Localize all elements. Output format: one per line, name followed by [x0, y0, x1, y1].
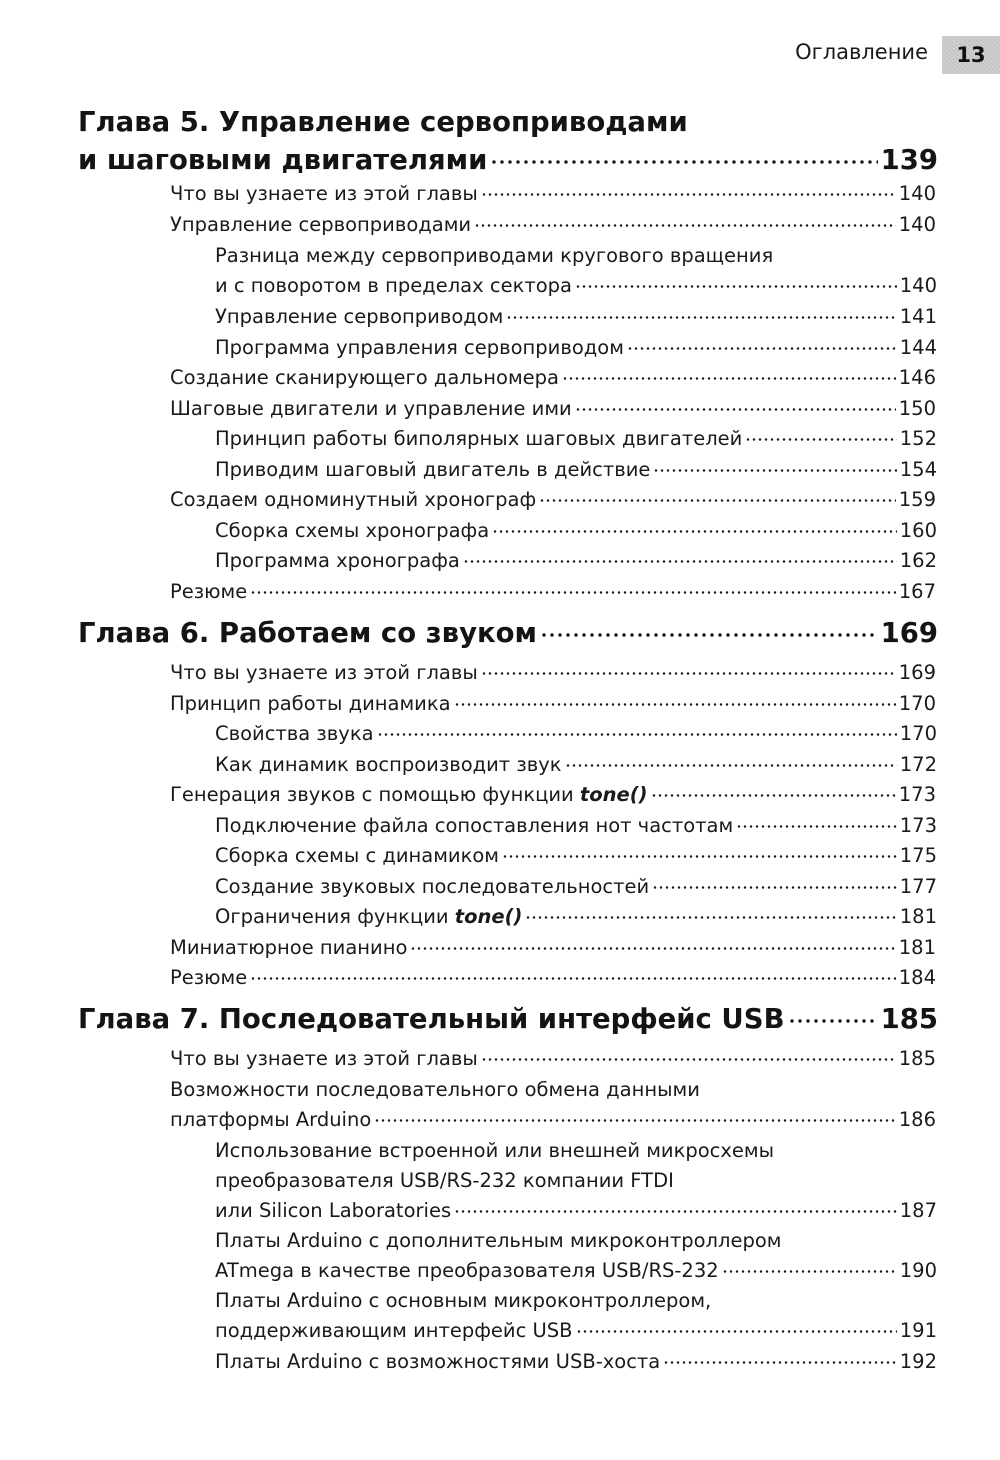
chapter-6-heading[interactable] — [78, 614, 938, 652]
page-number-tab — [942, 36, 1000, 74]
dot-leader — [575, 285, 897, 288]
entry-title: Создание звуковых последовательностей — [215, 875, 650, 898]
toc-subentry[interactable] — [215, 1135, 937, 1226]
entry-page: 144 — [899, 336, 937, 359]
chapter-7-heading[interactable] — [78, 1000, 938, 1038]
dot-leader — [377, 733, 897, 736]
entry-page: 192 — [899, 1350, 937, 1373]
entry-title: Что вы узнаете из этой главы — [170, 661, 478, 684]
dot-leader — [502, 855, 897, 858]
entry-page: 146 — [898, 366, 936, 389]
entry-title: платформы Arduino — [170, 1108, 372, 1131]
toc-entry[interactable] — [170, 688, 936, 719]
entry-title: Принцип работы биполярных шаговых двигателей — [215, 427, 743, 450]
entry-page: 172 — [899, 753, 937, 776]
entry-page: 140 — [898, 213, 936, 236]
dot-leader — [481, 672, 896, 675]
dot-leader — [651, 794, 896, 797]
toc-subentry[interactable] — [215, 454, 937, 485]
entry-page: 140 — [899, 274, 937, 297]
entry-title: Сборка схемы с динамиком — [215, 844, 500, 867]
toc-subentry[interactable] — [215, 240, 937, 301]
toc-subentry[interactable] — [215, 718, 937, 749]
entry-title-line2: преобразователя USB/RS-232 компании FTDI — [215, 1169, 674, 1192]
toc-entry[interactable] — [170, 576, 936, 607]
toc-subentry[interactable] — [215, 301, 937, 332]
entry-page: 191 — [899, 1319, 937, 1342]
entry-page: 169 — [898, 661, 936, 684]
toc-entry[interactable] — [170, 779, 936, 810]
entry-title: Приводим шаговый двигатель в действие — [215, 458, 651, 481]
entry-title: Создание сканирующего дальномера — [170, 366, 560, 389]
dot-leader — [562, 377, 896, 380]
entry-page: 159 — [898, 488, 936, 511]
toc-subentry[interactable] — [215, 332, 937, 363]
toc-entry[interactable] — [170, 1074, 936, 1135]
dot-leader — [481, 1058, 896, 1061]
toc-subentry[interactable] — [215, 1225, 937, 1286]
entry-page: 187 — [899, 1199, 937, 1222]
entry-page: 190 — [899, 1259, 937, 1282]
entry-title-line1: Платы Arduino с дополнительным микроконтроллером — [215, 1229, 782, 1252]
entry-page: 150 — [898, 397, 936, 420]
entry-page: 154 — [899, 458, 937, 481]
toc-entry[interactable] — [170, 1043, 936, 1074]
dot-leader — [722, 1270, 897, 1273]
page-number: 13 — [956, 43, 986, 67]
dot-leader — [565, 764, 897, 767]
chapter-title-line1: Глава 5. Управление сервоприводами — [78, 106, 688, 138]
code-function-name: tone() — [454, 905, 523, 928]
toc-entry[interactable] — [170, 484, 936, 515]
entry-title: Программа управления сервоприводом — [215, 336, 624, 359]
toc-entry[interactable] — [170, 657, 936, 688]
dot-leader — [575, 408, 896, 411]
entry-page: 173 — [899, 814, 937, 837]
entry-page: 141 — [899, 305, 937, 328]
entry-title: Миниатюрное пианино — [170, 936, 408, 959]
chapter-page: 139 — [880, 144, 938, 176]
chapter-title: Глава 7. Последовательный интерфейс USB — [78, 1003, 785, 1035]
entry-page: 181 — [899, 905, 937, 928]
toc-entry[interactable] — [170, 932, 936, 963]
code-function-name: tone() — [579, 783, 648, 806]
dot-leader — [652, 886, 897, 889]
chapter-5-heading[interactable] — [78, 103, 938, 179]
entry-title: Резюме — [170, 580, 248, 603]
entry-title-line1: Платы Arduino с основным микроконтроллером, — [215, 1289, 712, 1312]
entry-title: Свойства звука — [215, 722, 374, 745]
chapter-page: 169 — [880, 617, 938, 649]
dot-leader — [525, 916, 896, 919]
entry-title: Шаговые двигатели и управление ими — [170, 397, 572, 420]
dot-leader — [576, 1330, 897, 1333]
dot-leader — [410, 947, 895, 950]
entry-page: 175 — [899, 844, 937, 867]
entry-title: Управление сервоприводами — [170, 213, 472, 236]
dot-leader — [788, 1019, 878, 1023]
dot-leader — [374, 1119, 896, 1122]
running-header — [0, 36, 1000, 76]
toc-entry[interactable] — [170, 393, 936, 424]
toc-subentry[interactable] — [215, 901, 937, 932]
entry-page: 173 — [898, 783, 936, 806]
entry-page: 185 — [898, 1047, 936, 1070]
entry-title: поддерживающим интерфейс USB — [215, 1319, 573, 1342]
entry-title-text: Ограничения функции — [215, 905, 455, 928]
dot-leader — [539, 499, 896, 502]
entry-title: Подключение файла сопоставления нот частотам — [215, 814, 734, 837]
entry-title — [215, 901, 522, 932]
dot-leader — [454, 1210, 897, 1213]
dot-leader — [663, 1361, 897, 1364]
chapter-page: 185 — [880, 1003, 938, 1035]
entry-page: 160 — [899, 519, 937, 542]
dot-leader — [506, 316, 896, 319]
dot-leader — [627, 347, 897, 350]
entry-page: 140 — [898, 182, 936, 205]
toc-entry[interactable] — [170, 962, 936, 993]
entry-page: 170 — [898, 692, 936, 715]
entry-page: 167 — [898, 580, 936, 603]
toc-subentry[interactable] — [215, 749, 937, 780]
entry-page: 181 — [898, 936, 936, 959]
dot-leader — [653, 469, 896, 472]
dot-leader — [540, 633, 878, 637]
entry-page: 186 — [898, 1108, 936, 1131]
entry-title: или Silicon Laboratories — [215, 1199, 452, 1222]
dot-leader — [481, 193, 896, 196]
dot-leader — [492, 530, 897, 533]
toc-entry[interactable] — [170, 178, 936, 209]
entry-title-text: Генерация звуков с помощью функции — [170, 783, 580, 806]
entry-page: 177 — [899, 875, 937, 898]
entry-title: Платы Arduino с возможностями USB-хоста — [215, 1350, 661, 1373]
entry-page: 152 — [899, 427, 937, 450]
entry-title: Резюме — [170, 966, 248, 989]
entry-title-line1: Разница между сервоприводами кругового вращения — [215, 244, 774, 267]
entry-title: ATmega в качестве преобразователя USB/RS-232 — [215, 1259, 719, 1282]
entry-title: Как динамик воспроизводит звук — [215, 753, 562, 776]
toc-subentry[interactable] — [215, 545, 937, 576]
entry-title: и с поворотом в пределах сектора — [215, 274, 572, 297]
entry-page: 162 — [899, 549, 937, 572]
toc-subentry[interactable] — [215, 1346, 937, 1377]
toc-subentry[interactable] — [215, 840, 937, 871]
toc-subentry[interactable] — [215, 871, 937, 902]
dot-leader — [745, 438, 896, 441]
dot-leader — [454, 703, 896, 706]
chapter-title-line2: и шаговыми двигателями — [78, 144, 488, 176]
dot-leader — [250, 591, 896, 594]
dot-leader — [463, 560, 897, 563]
entry-title: Программа хронографа — [215, 549, 460, 572]
entry-title: Принцип работы динамика — [170, 692, 451, 715]
toc-subentry[interactable] — [215, 810, 937, 841]
entry-title: Что вы узнаете из этой главы — [170, 182, 478, 205]
entry-title: Создаем одноминутный хронограф — [170, 488, 537, 511]
entry-page: 184 — [898, 966, 936, 989]
dot-leader — [250, 977, 896, 980]
entry-page: 170 — [899, 722, 937, 745]
toc-entry[interactable] — [170, 362, 936, 393]
toc-subentry[interactable] — [215, 1285, 937, 1346]
entry-title-line1: Возможности последовательного обмена данными — [170, 1078, 700, 1101]
toc-subentry[interactable] — [215, 423, 937, 454]
dot-leader — [490, 160, 877, 164]
chapter-title: Глава 6. Работаем со звуком — [78, 617, 538, 649]
section-label: Оглавление — [795, 40, 928, 64]
dot-leader — [474, 224, 896, 227]
entry-title — [170, 779, 648, 810]
entry-title: Сборка схемы хронографа — [215, 519, 490, 542]
entry-title-line1: Использование встроенной или внешней микросхемы — [215, 1139, 775, 1162]
dot-leader — [736, 825, 897, 828]
toc-entry[interactable] — [170, 209, 936, 240]
entry-title: Управление сервоприводом — [215, 305, 504, 328]
entry-title: Что вы узнаете из этой главы — [170, 1047, 478, 1070]
toc-subentry[interactable] — [215, 515, 937, 546]
